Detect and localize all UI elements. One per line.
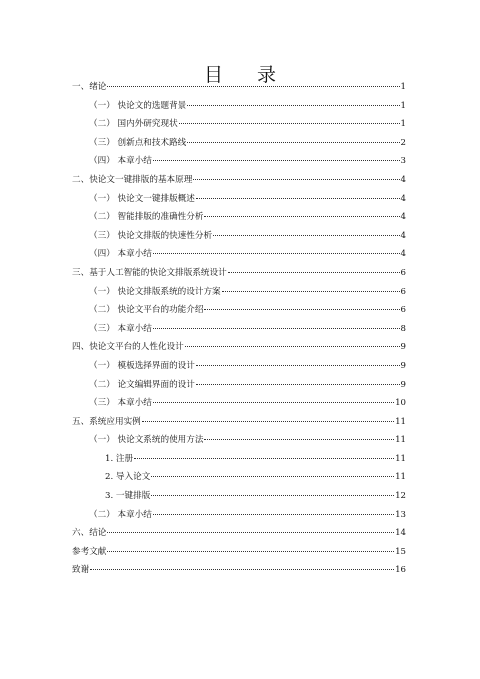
- toc-entry-title: （一） 快论文一键排版概述: [89, 193, 195, 204]
- toc-entry-title: 一、绪论: [72, 82, 107, 92]
- toc-entry[interactable]: [72, 359, 406, 378]
- toc-entry-page-number: 8: [400, 323, 406, 334]
- toc-entry-title: 五、系统应用实例: [72, 416, 141, 427]
- toc-entry-page-number: 2: [400, 137, 406, 148]
- toc-entry-title: 2. 导入论文: [105, 472, 151, 483]
- toc-entry-title: 四、快论文平台的人性化设计: [72, 342, 184, 353]
- toc-entry[interactable]: [72, 322, 406, 341]
- toc-entry-page-number: 11: [395, 416, 406, 427]
- toc-entry[interactable]: [72, 247, 406, 266]
- toc-entry-title: （一） 模板选择界面的设计: [89, 360, 195, 371]
- toc-entry[interactable]: [72, 210, 406, 229]
- dot-leader: [187, 142, 399, 143]
- toc-entry-title: （三） 快论文排版的快速性分析: [89, 230, 213, 241]
- toc-entry[interactable]: [72, 508, 406, 527]
- toc-entry-title: （二） 智能排版的准确性分析: [89, 212, 204, 223]
- toc-entry-title: （二） 快论文平台的功能介绍: [89, 305, 204, 316]
- dot-leader: [107, 532, 394, 533]
- toc-entry-page-number: 4: [400, 193, 406, 204]
- toc-entry[interactable]: [72, 563, 406, 582]
- dot-leader: [204, 439, 394, 440]
- toc-entry-page-number: 9: [400, 360, 406, 371]
- toc-entry-page-number: 11: [395, 435, 406, 446]
- toc-entry-title: （三） 本章小结: [89, 323, 152, 334]
- toc-entry[interactable]: [72, 154, 406, 173]
- toc-entry-title: （三） 创新点和技术路线: [89, 137, 187, 148]
- toc-entry[interactable]: [72, 285, 406, 304]
- dot-leader: [196, 384, 400, 385]
- dot-leader: [204, 309, 399, 310]
- toc-entry[interactable]: [72, 545, 406, 564]
- dot-leader: [196, 365, 400, 366]
- dot-leader: [193, 179, 399, 180]
- dot-leader: [204, 216, 399, 217]
- toc-entry-title: 致谢: [72, 565, 90, 576]
- toc-entry-page-number: 4: [400, 174, 406, 185]
- dot-leader: [107, 86, 399, 87]
- toc-entry[interactable]: [72, 433, 406, 452]
- toc-entry-page-number: 4: [400, 249, 406, 260]
- toc-entry-title: （四） 本章小结: [89, 156, 152, 167]
- toc-entry-page-number: 14: [395, 528, 406, 539]
- toc-title: 目 录: [203, 64, 291, 86]
- toc-entry-title: （二） 论文编辑界面的设计: [89, 379, 195, 390]
- dot-leader: [213, 235, 399, 236]
- toc-entry-title: 三、基于人工智能的快论文排版系统设计: [72, 267, 227, 278]
- toc-entry-page-number: 16: [395, 565, 406, 576]
- toc-entry-page-number: 4: [400, 230, 406, 241]
- toc-entry-page-number: 1: [400, 119, 406, 130]
- toc-entry[interactable]: [72, 452, 406, 471]
- toc-entry-title: （一） 快论文系统的使用方法: [89, 435, 204, 446]
- dot-leader: [107, 551, 394, 552]
- dot-leader: [142, 421, 394, 422]
- dot-leader: [153, 253, 400, 254]
- toc-entry-page-number: 11: [395, 453, 406, 464]
- toc-entry-page-number: 6: [400, 267, 406, 278]
- toc-entry-page-number: 13: [395, 509, 406, 520]
- dot-leader: [153, 402, 394, 403]
- toc-entry[interactable]: [72, 192, 406, 211]
- toc-entry-title: （三） 本章小结: [89, 398, 152, 409]
- toc-entry[interactable]: [72, 266, 406, 285]
- toc-entry-page-number: 4: [400, 212, 406, 223]
- dot-leader: [228, 272, 400, 273]
- toc-entry[interactable]: [72, 378, 406, 397]
- toc-entry-page-number: 9: [400, 342, 406, 353]
- toc-entry[interactable]: [72, 80, 406, 99]
- toc-entry[interactable]: [72, 136, 406, 155]
- toc-entry[interactable]: [72, 99, 406, 118]
- dot-leader: [187, 105, 399, 106]
- toc-entry-page-number: 3: [400, 156, 406, 167]
- dot-leader: [179, 123, 400, 124]
- dot-leader: [151, 476, 394, 477]
- toc-entry[interactable]: [72, 470, 406, 489]
- toc-entry-title: （四） 本章小结: [89, 249, 152, 260]
- toc-entry[interactable]: [72, 526, 406, 545]
- toc-entry[interactable]: [72, 340, 406, 359]
- toc-entry-page-number: 15: [395, 546, 406, 557]
- dot-leader: [153, 328, 400, 329]
- toc-entry[interactable]: [72, 229, 406, 248]
- toc-entry-page-number: 6: [400, 286, 406, 297]
- toc-entry-title: （二） 国内外研究现状: [89, 119, 178, 130]
- dot-leader: [222, 291, 400, 292]
- toc-entry-title: （二） 本章小结: [89, 509, 152, 520]
- toc-entry-title: 六、结论: [72, 528, 107, 539]
- toc-entry[interactable]: [72, 489, 406, 508]
- toc-entry[interactable]: [72, 396, 406, 415]
- dot-leader: [196, 198, 400, 199]
- dot-leader: [134, 458, 394, 459]
- toc-entry[interactable]: [72, 415, 406, 434]
- toc-entry-page-number: 9: [400, 379, 406, 390]
- toc-entry-page-number: 1: [400, 82, 406, 92]
- toc-entry-title: （一） 快论文的选题背景: [89, 100, 187, 111]
- toc-entry[interactable]: [72, 117, 406, 136]
- dot-leader: [153, 160, 400, 161]
- toc-entry-page-number: 11: [395, 472, 406, 483]
- toc-entry-title: 1. 注册: [105, 453, 134, 464]
- toc-entry-title: （一） 快论文排版系统的设计方案: [89, 286, 221, 297]
- toc-entry-page-number: 1: [400, 100, 406, 111]
- dot-leader: [151, 495, 394, 496]
- toc-entry-title: 3. 一键排版: [105, 491, 151, 502]
- toc-entry-title: 参考文献: [72, 546, 107, 557]
- dot-leader: [185, 346, 400, 347]
- toc-entry-page-number: 12: [395, 491, 406, 502]
- toc-entry[interactable]: [72, 173, 406, 192]
- toc-entry-page-number: 10: [395, 398, 406, 409]
- toc-entry-title: 二、快论文一键排版的基本原理: [72, 174, 193, 185]
- toc-entry[interactable]: [72, 303, 406, 322]
- toc-entry-page-number: 6: [400, 305, 406, 316]
- dot-leader: [90, 569, 394, 570]
- table-of-contents: [72, 80, 406, 582]
- dot-leader: [153, 514, 394, 515]
